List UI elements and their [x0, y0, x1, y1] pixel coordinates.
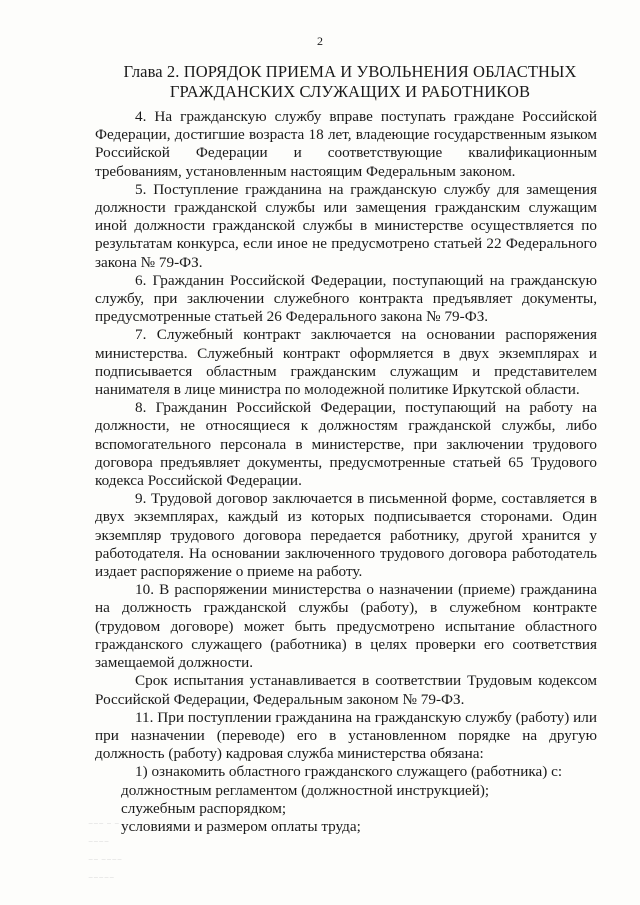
list-item-acquaint: 1) ознакомить областного гражданского служащего (работника) с: [135, 763, 563, 781]
paragraph-6: 6. Гражданин Российской Федерации, поступающий на гражданскую службу, при заключении служебного контракта предъявляет документы, предусмотренные статьей 26 Федерального закона № 79-ФЗ. [95, 271, 597, 326]
list-item-service-schedule: служебным распорядком; [121, 799, 287, 817]
paragraph-10: 10. В распоряжении министерства о назначении (приеме) гражданина на должность гражданской службы (работу), в служебном контракте (трудовом договоре) может быть предусмотрено испытание областного гражданского служащего (работника) в целях проверки его соответствия замещаемой должности. [95, 581, 597, 672]
chapter-heading-line-1: Глава 2. ПОРЯДОК ПРИЕМА И УВОЛЬНЕНИЯ ОБЛАСТНЫХ [123, 62, 577, 81]
scan-bleed-mark: ⁻⁻⁻⁻ [88, 839, 110, 850]
scan-bleed-mark: ⁻⁻⁻⁻⁻ [88, 875, 115, 886]
paragraph-7: 7. Служебный контракт заключается на основании распоряжения министерства. Служебный контракт оформляется в двух экземплярах и подписывается областным гражданским служащим и представителем нанимателя в лице министра по молодежной политике Иркутской области. [95, 326, 597, 399]
scan-bleed-mark: ⁻⁻⁻ ⁻ ⁻ [88, 821, 120, 832]
paragraph-11: 11. При поступлении гражданина на гражданскую службу (работу) или при назначении (переводе) его в установленном порядке на другую должность (работу) кадровая служба министерства обязана: [95, 708, 597, 763]
list-item-job-regulations: должностным регламентом (должностной инструкцией); [121, 781, 490, 799]
paragraph-8: 8. Гражданин Российской Федерации, поступающий на работу на должности, не относящиеся к должностям гражданской службы, либо вспомогательного персонала в министерстве, при заключении трудового договора предъявляет документы, предусмотренные статьей 65 Трудового кодекса Российской Федерации. [95, 399, 597, 490]
paragraph-5: 5. Поступление гражданина на гражданскую службу для замещения должности гражданской службы или замещения гражданским служащим иной должности гражданской службы в министерстве осуществляется по результатам конкурса, если иное не предусмотрено статьей 22 Федерального закона № 79-ФЗ. [95, 180, 597, 271]
scan-bleed-mark: ⁻⁻ ⁻⁻⁻⁻ [88, 857, 123, 868]
list-item-pay-conditions: условиями и размером оплаты труда; [121, 817, 361, 835]
paragraph-4: 4. На гражданскую службу вправе поступать граждане Российской Федерации, достигшие возраста 18 лет, владеющие государственным языком Российской Федерации и соответствующие квалификационным требованиям, установленным настоящим Федеральным законом. [95, 108, 597, 180]
chapter-heading-line-2: ГРАЖДАНСКИХ СЛУЖАЩИХ И РАБОТНИКОВ [169, 82, 531, 101]
chapter-heading [90, 62, 610, 102]
page-number: 2 [317, 34, 323, 48]
paragraph-probation-period: Срок испытания устанавливается в соответствии Трудовым кодексом Российской Федерации, Федеральным законом № 79-ФЗ. [95, 672, 597, 708]
document-body [95, 108, 597, 836]
paragraph-9: 9. Трудовой договор заключается в письменной форме, составляется в двух экземплярах, каждый из которых подписывается сторонами. Один экземпляр трудового договора передается работнику, другой хранится у работодателя. На основании заключенного трудового договора работодатель издает распоряжение о приеме на работу. [95, 490, 597, 581]
